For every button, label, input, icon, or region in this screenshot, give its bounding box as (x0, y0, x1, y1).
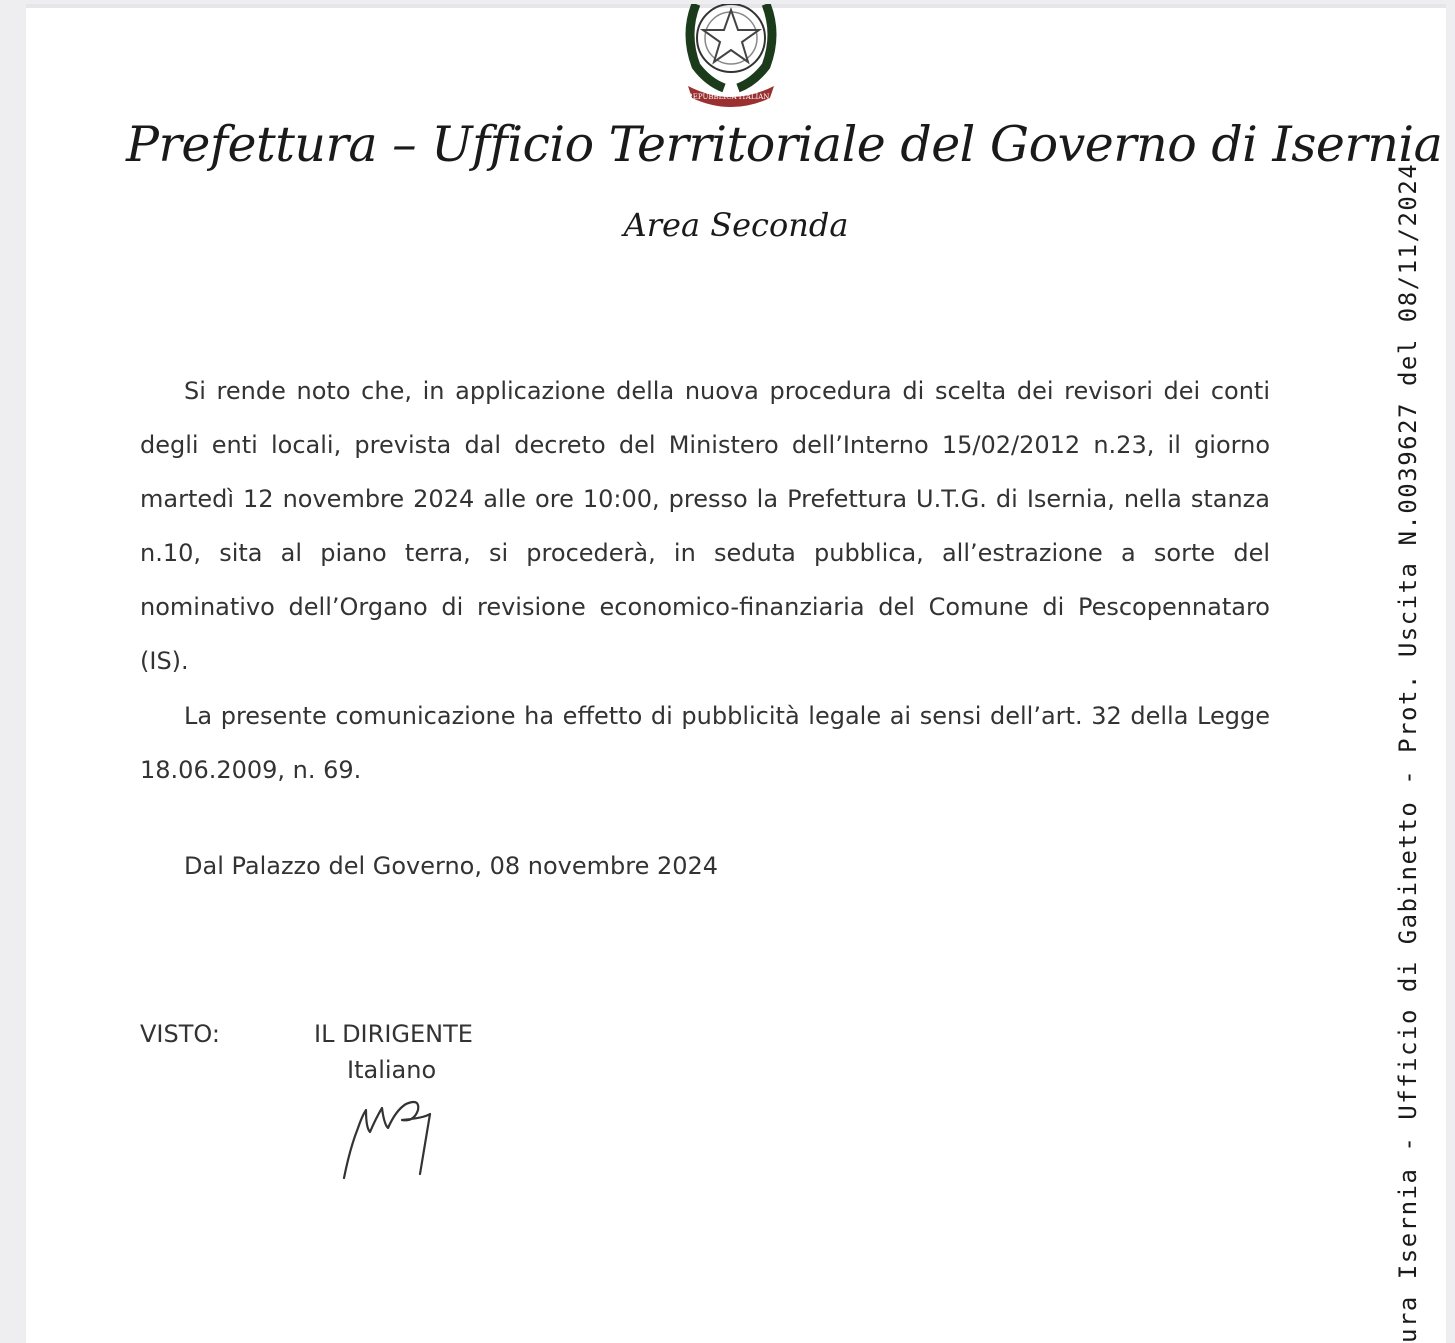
protocol-stamp: ura Isernia - Ufficio di Gabinetto - Prot. Uscita N.0039627 del 08/11/2024 (1394, 162, 1422, 1343)
notice-paragraph: Si rende noto che, in applicazione della nuova procedura di scelta dei revisori dei conti degli enti locali, prevista dal decreto del Ministero dell’Interno 15/02/2012 n.23, il giorno martedì 12 novembre 2024 alle ore 10:00, presso la Prefettura U.T.G. di Isernia, nella stanza n.10, sita al piano terra, si procederà, in seduta pubblica, all’estrazione a sorte del nominativo dell’Organo di revisione economico-finanziaria del Comune di Pescopennataro (IS). (140, 377, 1270, 675)
visto-label: VISTO: (140, 1020, 220, 1048)
signer-name: Italiano (347, 1056, 437, 1084)
dateline: Dal Palazzo del Governo, 08 novembre 2024 (184, 852, 719, 880)
legal-paragraph: La presente comunicazione ha effetto di pubblicità legale ai sensi dell’art. 32 della Legge 18.06.2009, n. 69. (140, 702, 1270, 784)
office-title: Prefettura – Ufficio Territoriale del Governo di Isernia (126, 116, 1443, 173)
document-page (26, 4, 1446, 1343)
handwritten-signature-icon (336, 1088, 446, 1188)
republic-emblem-icon (666, 4, 796, 108)
office-subtitle: Area Seconda (623, 206, 849, 244)
svg-text:REPUBBLICA ITALIANA: REPUBBLICA ITALIANA (687, 93, 775, 101)
signer-role: IL DIRIGENTE (314, 1020, 473, 1048)
